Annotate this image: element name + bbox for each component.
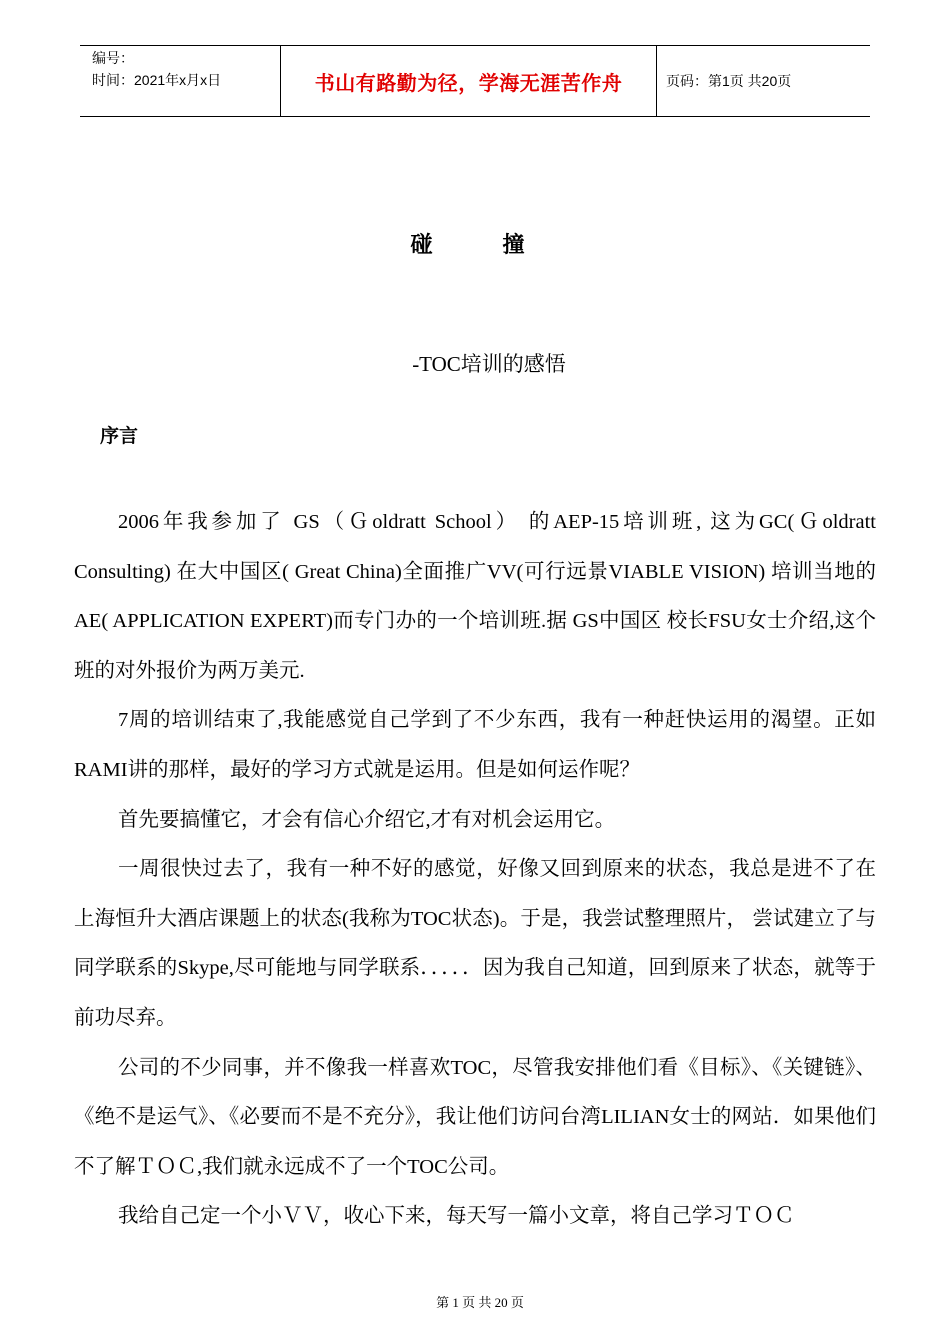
body-paragraph: 首先要搞懂它，才会有信心介绍它,才有对机会运用它。 — [118, 808, 616, 831]
body-paragraph: 我给自己定一个小ＶＶ，收心下来，每天写一篇小文章，将自己学习ＴＯＣ — [118, 1205, 795, 1228]
body-paragraph: 7周的培训结束了,我能感觉自己学到了不少东西，我有一种赶快运用的渴望。正如RAMI讲的那样，最好的学习方式就是运用。但是如何运作呢？ — [74, 709, 876, 781]
header-page-cell — [656, 46, 870, 116]
header-page-number: 页码：第1页 共20页 — [666, 72, 792, 89]
page-footer: 第 1 页 共 20 页 — [436, 1295, 524, 1310]
body-paragraph: 一周很快过去了，我有一种不好的感觉，好像又回到原来的状态，我总是进不了在上海恒升大酒店课题上的状态(我称为TOC状态)。于是，我尝试整理照片， 尝试建立了与同学联系的Skype,尽可能地与同学联系．．．．．因为我自己知道，回到原来了状态，就等于前功尽弃。 — [74, 858, 876, 1029]
header-motto-cell — [280, 46, 657, 116]
document-time-label: 时间：2021年x月x日 — [92, 72, 222, 88]
document-body — [74, 498, 876, 1242]
document-number-label: 编号： — [92, 50, 134, 66]
document-subtitle: -TOC培训的感悟 — [412, 352, 566, 376]
page-header — [80, 45, 870, 117]
body-paragraph: 2006年我参加了 GS（Ｇoldratt School） 的AEP-15培训班, 这为GC(Ｇoldratt Consulting) 在大中国区( Great China)全面推广VV(可行远景VIABLE VISION) 培训当地的 AE( APPLICATION EXPERT)而专门办的一个培训班.据 GS中国区 校长FSU女士介绍,这个班的对外报价为两万美元. — [74, 511, 876, 682]
document-title: 碰撞 — [410, 233, 595, 258]
section-heading: 序言 — [100, 425, 139, 447]
header-meta-cell — [80, 46, 280, 116]
header-motto: 书山有路勤为径，学海无涯苦作舟 — [314, 70, 623, 95]
body-paragraph: 公司的不少同事，并不像我一样喜欢TOC，尽管我安排他们看《目标》、《关键链》、《绝不是运气》、《必要而不是不充分》，我让他们访问台湾LILIAN女士的网站．如果他们不了解ＴＯＣ,我们就永远成不了一个TOC公司。 — [74, 1056, 876, 1178]
